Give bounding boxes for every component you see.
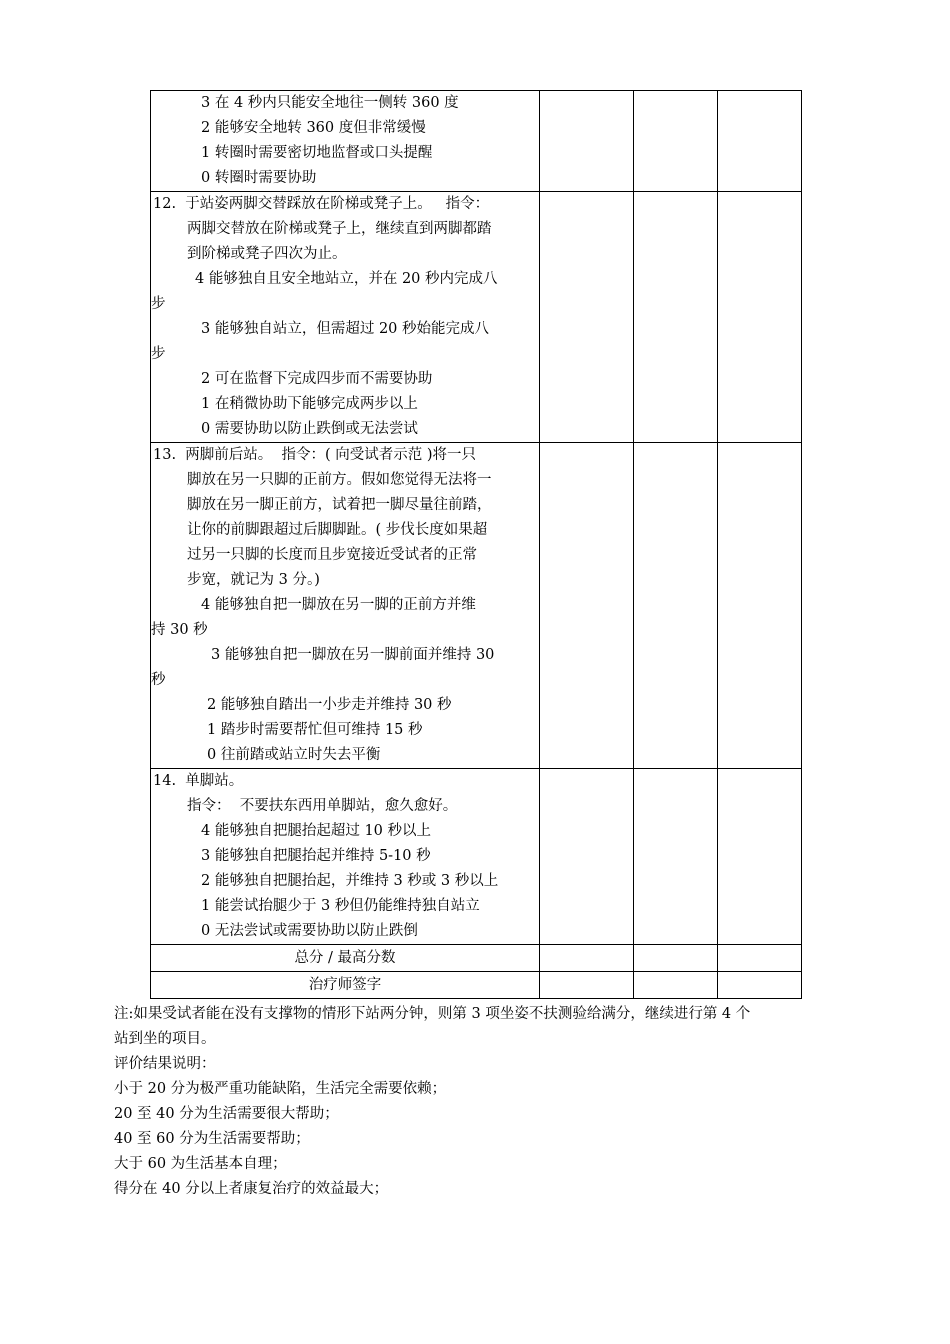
signature-cell[interactable] <box>718 972 802 999</box>
item-line: 1 能尝试抬腿少于 3 秒但仍能维持独自站立 <box>201 898 480 914</box>
evaluation-item: 大于 60 为生活基本自理； <box>114 1156 287 1172</box>
item-line: 3 能够独自把腿抬起并维持 5-10 秒 <box>201 848 431 864</box>
score-cell[interactable] <box>718 192 802 443</box>
score-cell[interactable] <box>540 192 634 443</box>
table-body <box>151 91 802 945</box>
item-line: 脚放在另一只脚的正前方。假如您觉得无法将一 <box>187 472 492 488</box>
item-description-cell <box>151 192 540 443</box>
item-line: 2 能够独自把腿抬起，并维持 3 秒或 3 秒以上 <box>201 873 499 889</box>
item-line: 1 踏步时需要帮忙但可维持 15 秒 <box>207 722 423 738</box>
item-line: 14. 单脚站。 <box>153 773 244 789</box>
item-line: 秒 <box>151 672 166 688</box>
score-cell[interactable] <box>540 443 634 769</box>
item-line: 4 能够独自且安全地站立，并在 20 秒内完成八 <box>195 271 498 287</box>
item-line: 到阶梯或凳子四次为止。 <box>187 246 347 262</box>
signature-row <box>151 972 802 999</box>
item-line: 13. 两脚前后站。 指令：( 向受试者示范 )将一只 <box>153 447 477 463</box>
signature-cell[interactable] <box>634 972 718 999</box>
note-text: 注:如果受试者能在没有支撑物的情形下站两分钟，则第 3 项坐姿不扶测验给满分，继续进行第 4 个 <box>114 1006 751 1022</box>
item-line: 1 在稍微协助下能够完成两步以上 <box>201 396 418 412</box>
item-line: 4 能够独自把腿抬起超过 10 秒以上 <box>201 823 432 839</box>
score-cell[interactable] <box>718 443 802 769</box>
item-line: 3 能够独自站立，但需超过 20 秒始能完成八 <box>201 321 490 337</box>
item-line: 1 转圈时需要密切地监督或口头提醒 <box>201 145 433 161</box>
score-cell[interactable] <box>540 91 634 192</box>
item-description-cell <box>151 91 540 192</box>
note-text: 站到坐的项目。 <box>114 1031 216 1047</box>
signature-cell[interactable] <box>540 972 634 999</box>
item-description-cell <box>151 443 540 769</box>
item-row-item11_tail <box>151 91 802 192</box>
item-line: 0 无法尝试或需要协助以防止跌倒 <box>201 923 418 939</box>
item-line: 步宽，就记为 3 分。) <box>187 572 320 588</box>
score-cell[interactable] <box>540 945 634 972</box>
item-row-item14 <box>151 769 802 945</box>
total-score-label: 总分 / 最高分数 <box>151 945 540 972</box>
score-cell[interactable] <box>634 769 718 945</box>
notes-section <box>114 1002 844 1202</box>
evaluation-item: 得分在 40 分以上者康复治疗的效益最大； <box>114 1181 389 1197</box>
item-line: 0 需要协助以防止跌倒或无法尝试 <box>201 421 418 437</box>
item-line: 2 能够独自踏出一小步走并维持 30 秒 <box>207 697 452 713</box>
balance-assessment-table <box>150 90 802 999</box>
item-line: 过另一只脚的长度而且步宽接近受试者的正常 <box>187 547 477 563</box>
item-line: 步 <box>151 346 166 362</box>
item-line: 指令： 不要扶东西用单脚站，愈久愈好。 <box>187 798 458 814</box>
score-cell[interactable] <box>540 769 634 945</box>
score-cell[interactable] <box>634 443 718 769</box>
total-score-row <box>151 945 802 972</box>
score-cell[interactable] <box>634 91 718 192</box>
item-description-cell <box>151 769 540 945</box>
score-cell[interactable] <box>634 192 718 443</box>
item-line: 2 可在监督下完成四步而不需要协助 <box>201 371 433 387</box>
item-line: 持 30 秒 <box>151 622 208 638</box>
evaluation-item: 20 至 40 分为生活需要很大帮助； <box>114 1106 339 1122</box>
item-line: 步 <box>151 296 166 312</box>
evaluation-item: 40 至 60 分为生活需要帮助； <box>114 1131 310 1147</box>
item-line: 3 能够独自把一脚放在另一脚前面并维持 30 <box>211 647 495 663</box>
score-cell[interactable] <box>718 769 802 945</box>
item-line: 4 能够独自把一脚放在另一脚的正前方并维 <box>201 597 476 613</box>
score-cell[interactable] <box>718 945 802 972</box>
item-line: 3 在 4 秒内只能安全地往一侧转 360 度 <box>201 95 459 111</box>
item-line: 两脚交替放在阶梯或凳子上，继续直到两脚都踏 <box>187 221 492 237</box>
item-line: 0 往前踏或站立时失去平衡 <box>207 747 381 763</box>
evaluation-heading: 评价结果说明： <box>114 1056 216 1072</box>
score-cell[interactable] <box>634 945 718 972</box>
item-line: 0 转圈时需要协助 <box>201 170 317 186</box>
item-line: 12. 于站姿两脚交替踩放在阶梯或凳子上。 指令： <box>153 196 490 212</box>
item-line: 2 能够安全地转 360 度但非常缓慢 <box>201 120 426 136</box>
evaluation-item: 小于 20 分为极严重功能缺陷，生活完全需要依赖； <box>114 1081 447 1097</box>
item-line: 让你的前脚跟超过后脚脚趾。( 步伐长度如果超 <box>187 522 488 538</box>
item-row-item13 <box>151 443 802 769</box>
score-cell[interactable] <box>718 91 802 192</box>
therapist-signature-label: 治疗师签字 <box>151 972 540 999</box>
item-row-item12 <box>151 192 802 443</box>
item-line: 脚放在另一脚正前方，试着把一脚尽量往前踏， <box>187 497 492 513</box>
